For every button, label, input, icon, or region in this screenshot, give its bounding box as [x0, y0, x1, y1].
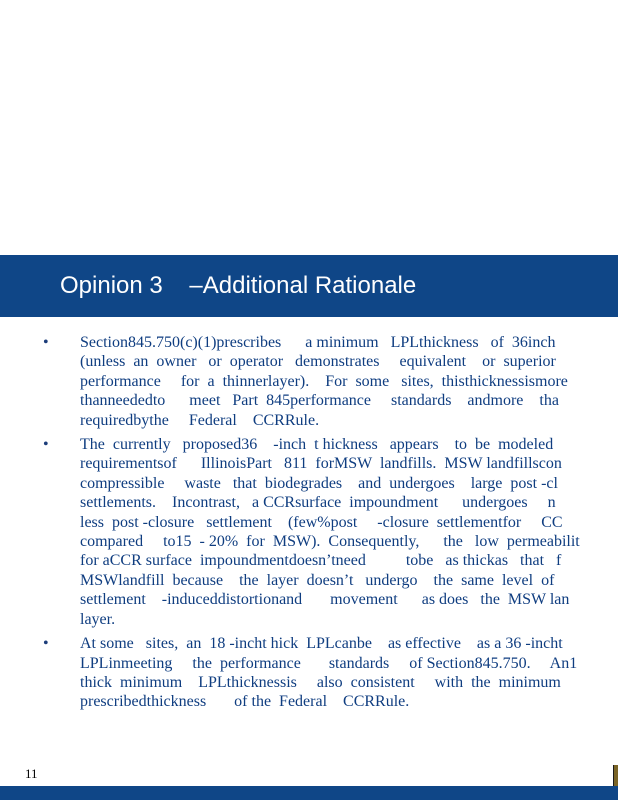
title-band: [0, 255, 618, 317]
text-line: performance for a thinnerlayer). For some sites, thisthicknessismore: [80, 372, 568, 390]
text-line: Section845.750(c)(1)prescribes a minimum LPLthickness of 36inch: [80, 334, 556, 351]
text-line: compared to15 - 20% for MSW). Consequently, the low permeabilit: [80, 533, 580, 551]
text-line: less post -closure settlement (few%post -closure settlementfor CC: [80, 513, 563, 531]
footer-band: [0, 786, 618, 800]
page-number: 11: [25, 766, 38, 781]
text-line: requiredbythe Federal CCRRule.: [80, 411, 320, 429]
text-line: layer.: [80, 610, 116, 628]
bullet-marker: •: [43, 635, 49, 653]
text-line: thick minimum LPLthicknessis also consistent with the minimum: [80, 673, 561, 691]
text-line: requirementsof IllinoisPart 811 forMSW landfills. MSW landfillscon: [80, 455, 562, 473]
text-line: settlement -induceddistortionand movement as does the MSW lan: [80, 591, 570, 609]
text-line: The currently proposed36 -inch t hickness appears to be modeled: [80, 436, 554, 454]
text-line: MSWlandfill because the layer doesn’t undergo the same level of: [80, 571, 555, 589]
text-line: prescribedthickness of the Federal CCRRule.: [80, 693, 410, 711]
bullet-list: [0, 333, 618, 717]
text-line: for aCCR surface impoundmentdoesn’tneed tobe as thickas that f: [80, 552, 562, 570]
text-line: settlements. Incontrast, a CCRsurface impoundment undergoes n: [80, 494, 556, 512]
bullet-item: [0, 634, 618, 712]
text-line: (unless an owner or operator demonstrates equivalent or superior: [80, 353, 556, 371]
text-line: LPLinmeeting the performance standards of Section845.750. An1: [80, 654, 578, 672]
text-line: compressible waste that biodegrades and undergoes large post -cl: [80, 474, 558, 492]
bullet-text: [80, 333, 618, 430]
bullet-text: [80, 634, 618, 712]
text-line: thanneededto meet Part 845performance standards andmore tha: [80, 392, 559, 410]
bullet-item: [0, 333, 618, 430]
slide-title: Opinion 3 –Additional Rationale: [60, 272, 417, 299]
text-line: At some sites, an 18 -incht hick LPLcanbe as effective as a 36 -incht: [80, 635, 563, 653]
bullet-text: [80, 435, 618, 629]
bullet-item: [0, 435, 618, 629]
bullet-marker: •: [43, 436, 49, 454]
bullet-marker: •: [43, 334, 49, 351]
